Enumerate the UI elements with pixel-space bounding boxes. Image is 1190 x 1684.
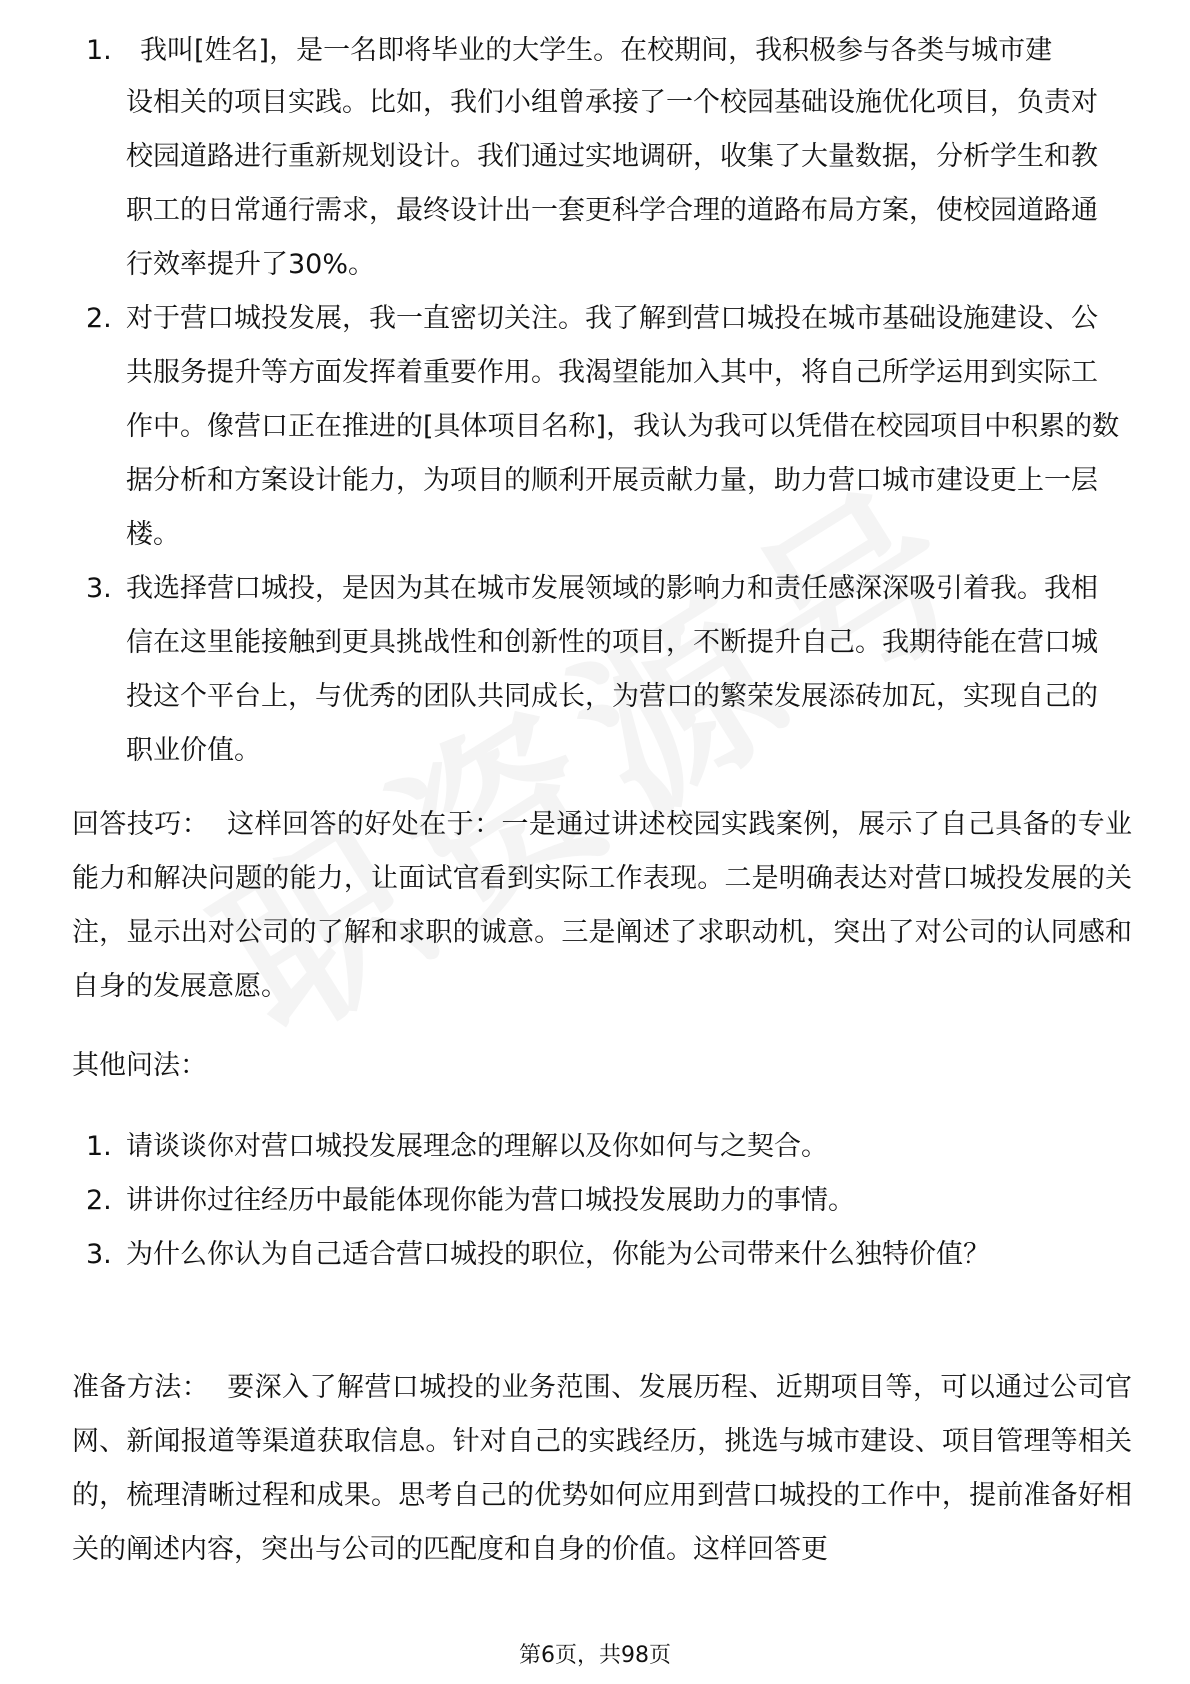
list-item — [0, 1174, 1190, 1228]
page-number-footer: 第6页，共98页 — [519, 1643, 671, 1668]
list-item-text: 请谈谈你对营口城投发展理念的理解以及你如何与之契合。 — [126, 1131, 828, 1162]
list-number: 3. — [86, 1239, 112, 1270]
list-number: 1. — [86, 36, 112, 66]
other-questions-heading: 其他问法： — [72, 1050, 207, 1081]
list-item-text: 对于营口城投发展，我一直密切关注。我了解到营口城投在城市基础设施建设、公共服务提升等方面发挥着重要作用。我渴望能加入其中，将自己所学运用到实际工作中。像营口正在推进的[具体项目名称]，我认为我可以凭借在校园项目中积累的数据分析和方案设计能力，为项目的顺利开展贡献力量，助力营口城市建设更上一层楼。 — [126, 303, 1120, 550]
other-questions-list — [0, 1120, 1190, 1282]
tips-text: 这样回答的好处在于：一是通过讲述校园实践案例，展示了自己具备的专业能力和解决问题的能力，让面试官看到实际工作表现。二是明确表达对营口城投发展的关注，显示出对公司的了解和求职的诚意。三是阐述了求职动机，突出了对公司的认同感和自身的发展意愿。 — [72, 809, 1133, 1002]
list-number: 1. — [86, 1131, 112, 1162]
tips-label: 回答技巧： — [72, 809, 210, 840]
list-item-text: 我选择营口城投，是因为其在城市发展领域的影响力和责任感深深吸引着我。我相信在这里能接触到更具挑战性和创新性的项目，不断提升自己。我期待能在营口城投这个平台上，与优秀的团队共同成长，为营口的繁荣发展添砖加瓦，实现自己的职业价值。 — [126, 573, 1098, 766]
list-item — [0, 292, 1190, 562]
list-number: 2. — [86, 1185, 112, 1216]
list-item — [0, 562, 1190, 778]
list-item — [0, 1120, 1190, 1174]
list-item — [0, 1228, 1190, 1282]
clipped-line-text: 我叫[姓名]，是一名即将毕业的大学生。在校期间，我积极参与各类与城市建 — [140, 36, 1053, 66]
prep-text: 要深入了解营口城投的业务范围、发展历程、近期项目等，可以通过公司官网、新闻报道等渠道获取信息。针对自己的实践经历，挑选与城市建设、项目管理等相关的，梳理清晰过程和成果。思考自己的优势如何应用到营口城投的工作中，提前准备好相关的阐述内容，突出与公司的匹配度和自身的价值。这样回答更 — [72, 1372, 1133, 1565]
prep-method-paragraph — [72, 1361, 1132, 1577]
list-item-text: 设相关的项目实践。比如，我们小组曾承接了一个校园基础设施优化项目，负责对校园道路进行重新规划设计。我们通过实地调研，收集了大量数据，分析学生和教职工的日常通行需求，最终设计出一套更科学合理的道路布局方案，使校园道路通行效率提升了30%。 — [126, 87, 1098, 280]
list-number: 3. — [86, 573, 112, 604]
list-item-text: 讲讲你过往经历中最能体现你能为营口城投发展助力的事情。 — [126, 1185, 855, 1216]
prep-label: 准备方法： — [72, 1372, 210, 1403]
list-number: 2. — [86, 303, 112, 334]
answer-tips-paragraph — [72, 798, 1132, 1014]
clipped-top-line — [72, 36, 1132, 66]
list-item — [0, 76, 1190, 292]
list-item-text: 为什么你认为自己适合营口城投的职位，你能为公司带来什么独特价值？ — [126, 1239, 990, 1270]
answer-list — [0, 76, 1190, 778]
